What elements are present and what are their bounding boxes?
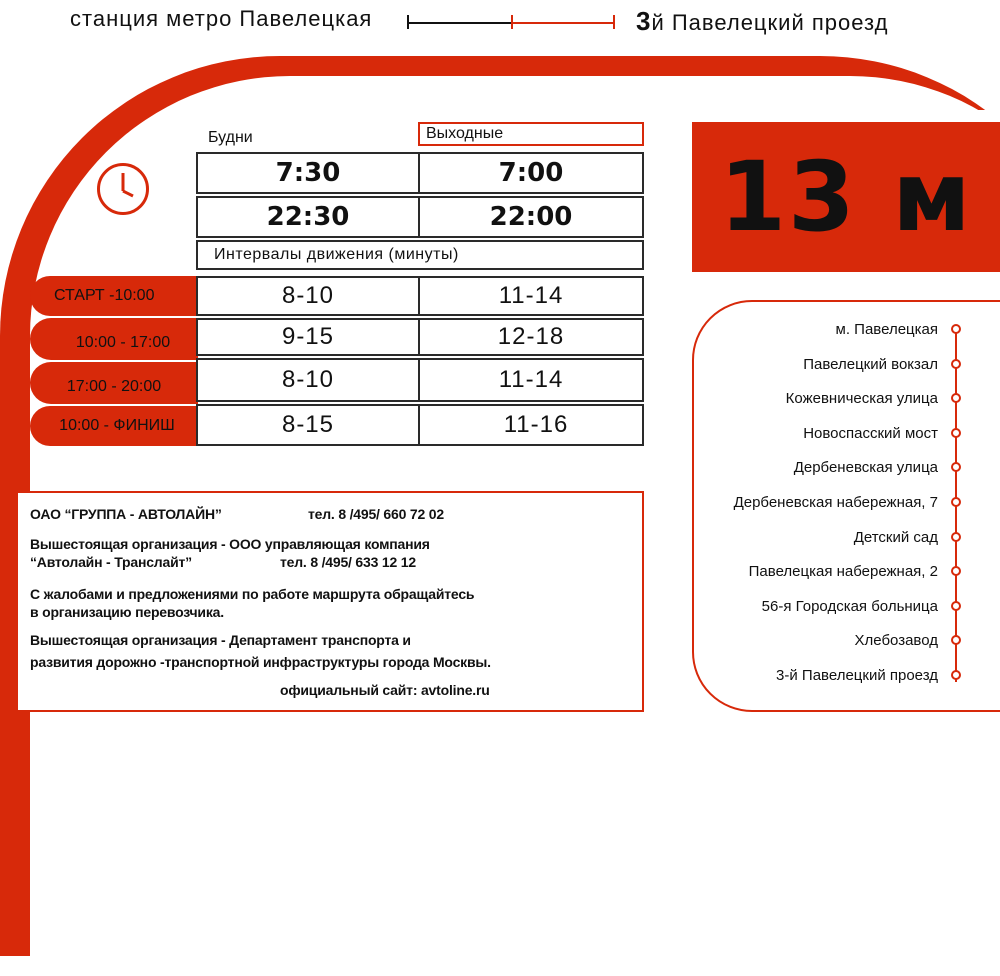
- interval-weekends: 11-16: [418, 404, 644, 446]
- destination-rest: й Павелецкий проезд: [651, 10, 889, 35]
- interval-weekdays: 8-10: [196, 358, 420, 402]
- stop-dot-icon: [951, 497, 961, 507]
- stop-dot-icon: [951, 324, 961, 334]
- intervals-title: Интервалы движения (минуты): [196, 240, 644, 270]
- interval-weekends: 12-18: [418, 318, 644, 356]
- carrier-info-box: [18, 491, 644, 712]
- parent-org-phone: тел. 8 /495/ 633 12 12: [280, 554, 416, 570]
- stop-dot-icon: [951, 359, 961, 369]
- department-line2: развития дорожно -транспортной инфраструктуры города Москвы.: [30, 654, 491, 670]
- stop-label: 56-я Городская больница: [761, 597, 938, 615]
- route-tick-start: [407, 15, 409, 29]
- origin-label: станция метро Павелецкая: [70, 6, 373, 31]
- route-number-badge: [692, 122, 1000, 272]
- route-tick-middle: [511, 15, 513, 29]
- department-line1: Вышестоящая организация - Департамент транспорта и: [30, 632, 411, 648]
- route-number: 13 м: [719, 141, 973, 253]
- stop-label: Дербеневская набережная, 7: [733, 494, 938, 511]
- route-tick-end: [613, 15, 615, 29]
- route-line-end: [512, 22, 614, 24]
- first-weekend-time: 7:00: [418, 152, 644, 194]
- clock-icon: [97, 163, 149, 215]
- interval-period: 10:00 - 17:00: [30, 318, 198, 360]
- carrier-name: ОАО “ГРУППА - АВТОЛАЙН”: [30, 506, 222, 522]
- official-site[interactable]: официальный сайт: avtoline.ru: [280, 682, 490, 698]
- destination-prefix: 3: [636, 6, 652, 36]
- stop-label: Дербеневская улица: [793, 459, 938, 477]
- interval-weekdays: 9-15: [196, 318, 420, 356]
- stop-label: Павелецкая набережная, 2: [748, 563, 938, 581]
- interval-period: 17:00 - 20:00: [30, 362, 198, 404]
- last-weekend-time: 22:00: [418, 196, 644, 238]
- stop-dot-icon: [951, 428, 961, 438]
- parent-org: Вышестоящая организация - ООО управляющая компания: [30, 536, 430, 552]
- interval-period: 10:00 - ФИНИШ: [30, 406, 198, 446]
- stop-label: Кожевническая улица: [785, 390, 938, 408]
- stop-label: Хлебозавод: [854, 632, 938, 650]
- weekdays-header: Будни: [198, 124, 420, 148]
- route-line-start: [408, 22, 512, 24]
- first-weekday-time: 7:30: [196, 152, 420, 194]
- interval-weekdays: 8-10: [196, 276, 420, 316]
- interval-weekdays: 8-15: [196, 404, 420, 446]
- stop-label: Павелецкий вокзал: [803, 355, 938, 373]
- stop-dot-icon: [951, 601, 961, 611]
- interval-weekends: 11-14: [418, 358, 644, 402]
- weekends-header: Выходные: [418, 122, 644, 146]
- complaints-line1: С жалобами и предложениями по работе маршрута обращайтесь: [30, 586, 475, 602]
- stop-label: Новоспасский мост: [803, 424, 938, 442]
- stop-dot-icon: [951, 532, 961, 542]
- destination-label: [636, 6, 888, 37]
- stop-label: м. Павелецкая: [835, 321, 938, 338]
- stop-label: Детский сад: [853, 528, 938, 546]
- interval-weekends: 11-14: [418, 276, 644, 316]
- complaints-line2: в организацию перевозчика.: [30, 604, 224, 620]
- carrier-phone: тел. 8 /495/ 660 72 02: [308, 506, 444, 522]
- stop-dot-icon: [951, 670, 961, 680]
- interval-period: СТАРТ -10:00: [30, 276, 198, 316]
- stop-label: 3-й Павелецкий проезд: [776, 667, 938, 684]
- parent-org-name: “Автолайн - Транслайт”: [30, 554, 192, 570]
- last-weekday-time: 22:30: [196, 196, 420, 238]
